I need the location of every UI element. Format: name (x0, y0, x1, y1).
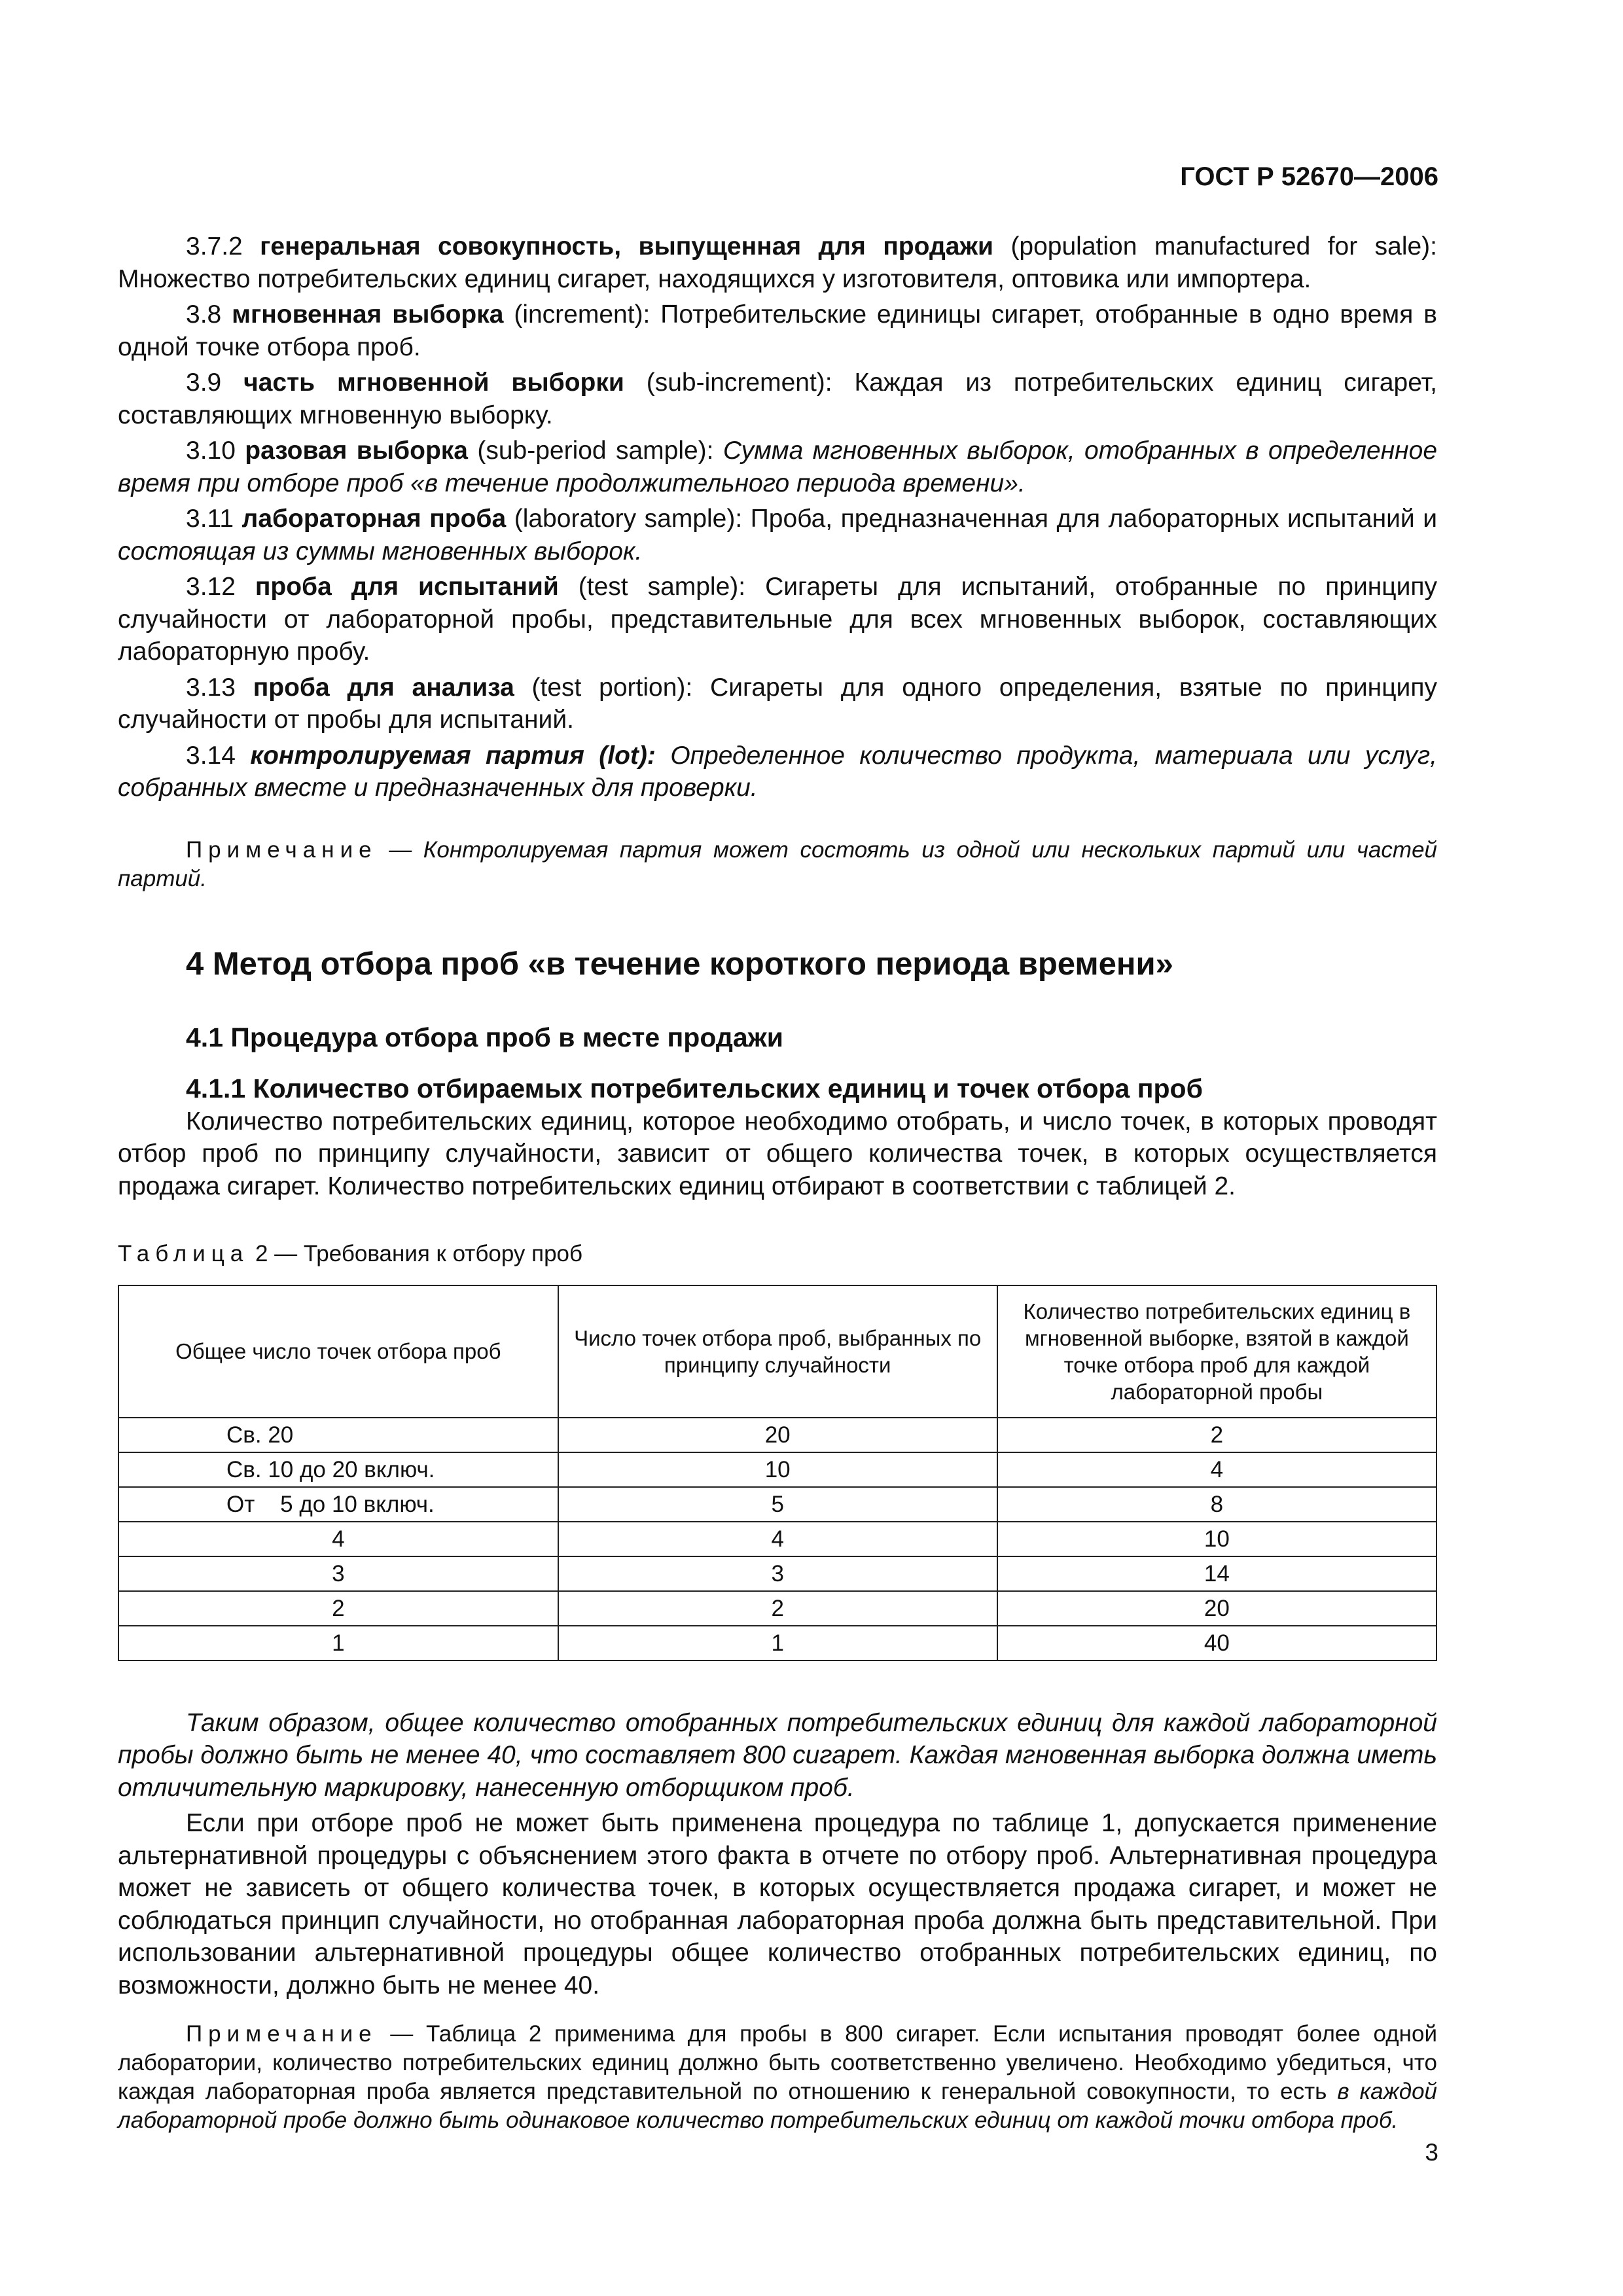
definition-term: мгновенная выборка (232, 300, 504, 329)
definition-number: 3.14 (186, 741, 236, 770)
definition-text: Сигареты для одного определения, взятые по принципу случайности от пробы для испытаний. (118, 673, 1437, 734)
table-cell: 40 (997, 1626, 1436, 1660)
definition-text: Каждая из потребительских единиц сигарет, составляющих мгновенную выборку. (118, 368, 1438, 429)
table-cell: 10 (997, 1522, 1436, 1556)
section-4-heading: 4 Метод отбора проб «в течение короткого периода времени» (186, 946, 1173, 982)
definition-term: разовая выборка (245, 437, 468, 465)
definition-3-9 (118, 367, 1437, 431)
section-4-1-heading: 4.1 Процедура отбора проб в месте продажи (186, 1022, 783, 1052)
definition-english: (sub-increment): (646, 368, 832, 397)
table-cell: От 5 до 10 включ. (118, 1487, 558, 1522)
note-text-italic: в каждой лабораторной пробе должно быть одинаковое количество потребительских единиц от каждой точки отбора проб. (118, 2079, 1438, 2133)
table-cell: 3 (118, 1556, 558, 1591)
definition-number: 3.7.2 (186, 232, 243, 260)
definition-text: Потребительские единицы сигарет, отобранные в одно время в одной точке отбора проб. (118, 300, 1437, 361)
definition-text: Проба, предназначенная для лабораторных испытаний и (750, 505, 1437, 533)
table-caption-label: Таблица (118, 1241, 249, 1266)
definition-term: генеральная совокупность, выпущенная для продажи (260, 232, 994, 260)
table-row (118, 1522, 1436, 1556)
definition-number: 3.10 (186, 437, 236, 465)
table-cell: Св. 20 (118, 1418, 558, 1452)
definition-english: (test sample): (578, 573, 746, 601)
definition-english: (population manufactured for sale): (1010, 232, 1438, 260)
note-label: Примечание (186, 836, 378, 863)
document-id-header: ГОСТ Р 52670—2006 (1180, 162, 1438, 191)
definition-text-italic: Сумма мгновенных выборок, отобранных в определенное время при отборе проб «в течение продолжительного периода времени». (118, 437, 1438, 497)
note-text: — Контролируемая партия может состоять из одной или нескольких партий или частей партий. (118, 836, 1437, 891)
table-cell: Св. 10 до 20 включ. (118, 1452, 558, 1487)
definition-term: контролируемая партия (lot): (250, 741, 656, 770)
definition-3-7-2 (118, 230, 1437, 295)
definition-english: (increment): (514, 300, 651, 329)
definition-3-12 (118, 571, 1437, 668)
table-row (118, 1556, 1436, 1591)
alternative-procedure-paragraph: Если при отборе проб не может быть применена процедура по таблице 1, допускается применение альтернативной процедуры с объяснением этого факта в отчете по отбору проб. Альтернативная процедура может не зависеть от общего количества точек, в которых осуществляется продажа сигарет, и может не соблюдаться принцип случайности, но отобранная лабораторная проба должна быть представительной. При использовании альтернативной процедуры общее количество отобранных потребительских единиц, по возможности, должно быть не менее 40. (118, 1809, 1437, 2000)
definition-number: 3.9 (186, 368, 222, 397)
definition-english: (laboratory sample): (514, 505, 743, 533)
conclusion-text: Таким образом, общее количество отобранных потребительских единиц для каждой лабораторной пробы должно быть не менее 40, что составляет 800 сигарет. Каждая мгновенная выборка должна иметь отличительную маркировку, нанесенную отборщиком проб. (118, 1708, 1437, 1802)
definition-term: часть мгновенной выборки (243, 368, 624, 397)
table-cell: 2 (118, 1591, 558, 1626)
definition-text-italic: Определенное количество продукта, материала или услуг, собранных вместе и предназначенных для проверки. (118, 741, 1437, 802)
column-header: Число точек отбора проб, выбранных по принципу случайности (558, 1285, 997, 1418)
definition-text: Множество потребительских единиц сигарет, находящихся у изготовителя, оптовика или импортера. (118, 264, 1311, 293)
definition-text-italic: состоящая из суммы мгновенных выборок. (118, 537, 643, 565)
definition-3-14 (118, 740, 1437, 804)
note-label: Примечание (186, 2021, 378, 2047)
table-caption-text: 2 — Требования к отбору проб (249, 1241, 583, 1266)
note-table-2 (118, 2020, 1437, 2135)
table-row (118, 1452, 1436, 1487)
definition-3-10 (118, 435, 1437, 499)
note-lot (118, 836, 1437, 893)
definition-text: Сигареты для испытаний, отобранные по принципу случайности от лабораторной пробы, представительные для всех мгновенных выборок, составляющих лабораторную пробу. (118, 573, 1438, 666)
table-cell: 20 (558, 1418, 997, 1452)
table-cell: 14 (997, 1556, 1436, 1591)
table-row (118, 1591, 1436, 1626)
table-cell: 20 (997, 1591, 1436, 1626)
table-cell: 1 (118, 1626, 558, 1660)
table-cell: 4 (118, 1522, 558, 1556)
table-cell: 1 (558, 1626, 997, 1660)
table-cell: 4 (558, 1522, 997, 1556)
table-row (118, 1487, 1436, 1522)
definition-english: (test portion): (531, 673, 693, 702)
table-row (118, 1418, 1436, 1452)
table-cell: 4 (997, 1452, 1436, 1487)
definition-3-8 (118, 298, 1437, 363)
table-cell: 2 (558, 1591, 997, 1626)
definition-number: 3.11 (186, 505, 234, 533)
sampling-requirements-table (118, 1285, 1437, 1661)
table-cell: 8 (997, 1487, 1436, 1522)
note-text: — Таблица 2 применима для пробы в 800 сигарет. Если испытания проводят более одной лаборатории, количество потребительских единиц должно быть соответственно увеличено. Необходимо убедиться, что каждая лабораторная проба является представительной по отношению к генеральной совокупности, то есть (118, 2021, 1437, 2104)
table-cell: 2 (997, 1418, 1436, 1452)
definition-term: проба для анализа (253, 673, 514, 702)
table-caption (118, 1238, 1437, 1270)
table-cell: 3 (558, 1556, 997, 1591)
definition-number: 3.12 (186, 573, 236, 601)
page-number: 3 (1425, 2139, 1438, 2166)
section-4-1-1-heading: 4.1.1 Количество отбираемых потребительских единиц и точек отбора проб (186, 1073, 1203, 1103)
section-4-1-1-text: Количество потребительских единиц, которое необходимо отобрать, и число точек, в которых проводят отбор проб по принципу случайности, зависит от общего количества точек, в которых осуществляется продажа сигарет. Количество потребительских единиц отбирают в соответствии с таблицей 2. (118, 1107, 1437, 1200)
table-row (118, 1626, 1436, 1660)
definition-number: 3.8 (186, 300, 222, 329)
column-header: Количество потребительских единиц в мгновенной выборке, взятой в каждой точке отбора проб для каждой лабораторной пробы (997, 1285, 1436, 1418)
page-content (118, 230, 1437, 2135)
column-header: Общее число точек отбора проб (118, 1285, 558, 1418)
conclusion-paragraph (118, 1707, 1437, 1804)
definition-number: 3.13 (186, 673, 236, 702)
table-cell: 5 (558, 1487, 997, 1522)
table-header-row (118, 1285, 1436, 1418)
definition-3-13 (118, 672, 1437, 736)
definition-term: проба для испытаний (255, 573, 559, 601)
definition-term: лабораторная проба (241, 505, 507, 533)
table-cell: 10 (558, 1452, 997, 1487)
definition-english: (sub-period sample): (477, 437, 714, 465)
definition-3-11 (118, 503, 1437, 567)
